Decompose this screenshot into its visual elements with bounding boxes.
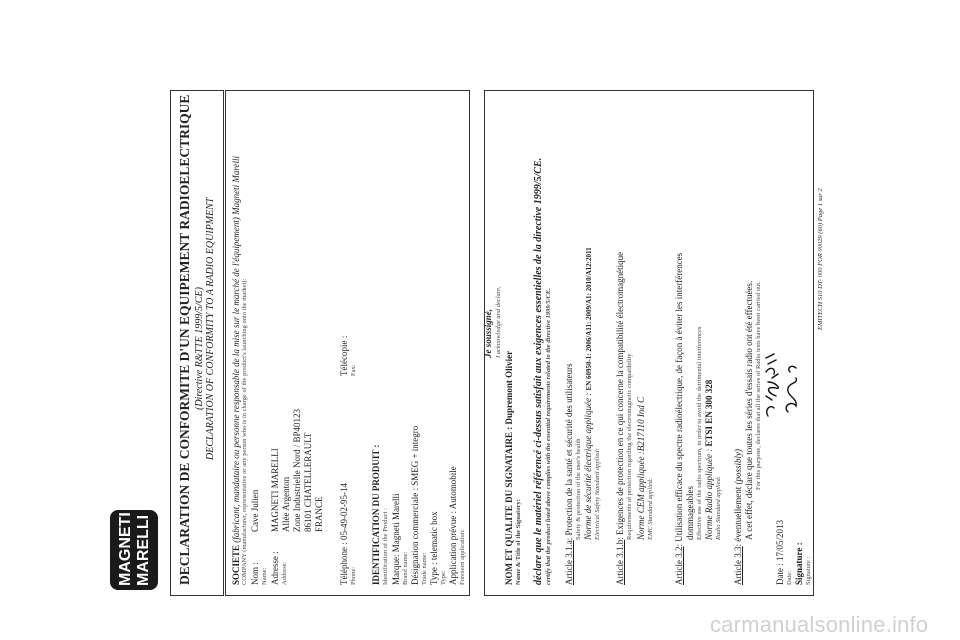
declare-statement-en: certify that the product listed above complies with the essential requirements related to the directive 1999/5/CE. xyxy=(545,288,552,585)
telephone: Téléphone : 05-49-02-95-14 xyxy=(339,483,349,585)
product-designation-en: Trade name: xyxy=(421,552,428,585)
article-3-1-b-norme-en: EMC Standard applied: xyxy=(647,477,654,540)
magneti-marelli-logo xyxy=(108,508,160,592)
article-3-1-a-norme-label: Norme de sécurité électrique appliquée : xyxy=(583,392,593,540)
article-3-3-possibly: (possibly) xyxy=(733,449,743,485)
article-3-2-norme-en: Radio Standard applied: xyxy=(715,475,722,540)
company-desc-en: COMPANY (manufacturer, representative or any person who is in charge of the product's launching onto the market): xyxy=(241,278,248,585)
adresse-line: MAGNETI MARELLI xyxy=(270,448,280,532)
watermark: carmanualsonline.info xyxy=(710,612,929,637)
product-designation: Désignation commerciale : SMEG + integro xyxy=(410,425,420,585)
article-3-2-text: : Utilisation efficace du spectre radioélectrique, de façon à éviter les interférences xyxy=(674,252,684,547)
je-soussigne: Je soussigné, xyxy=(483,308,493,358)
product-heading: IDENTIFICATION DU PRODUIT : xyxy=(371,444,381,585)
article-3-3-label: Article 3.3 xyxy=(733,546,743,585)
je-soussigne-en: I acknowledge and declare, xyxy=(495,286,502,358)
product-heading-en: Identification of the Product : xyxy=(382,508,389,585)
company-section xyxy=(232,156,241,585)
article-3-1-b-text: : Exigences de protection en ce qui concerne la compatibilité électromagnétique xyxy=(615,251,625,540)
article-3-2-norme-value: ETSI EN 300 328 xyxy=(704,379,714,447)
adresse-line: Zone Industrielle Nord / BP40123 xyxy=(292,409,302,532)
adresse-label: Adresse : xyxy=(270,551,280,585)
article-3-1-b-label: Article 3.1.b xyxy=(615,539,625,585)
article-3-1-a-norme-en: Electrical Safety Standard applied: xyxy=(594,448,601,540)
footer-ref: EMITECH S10 DT- 000 FOR 00029 (60) Page 1 sur 2 xyxy=(817,188,824,330)
article-3-1-b-en: Requirements of protection regarding the electromagnetic compatibility xyxy=(626,353,633,540)
article-3-3 xyxy=(734,449,743,585)
declare-statement: déclare que le matériel référencé ci-dessus satisfait aux exigences essentielles de la directive 1999/5/CE. xyxy=(533,157,544,585)
article-3-2-norme-label: Norme Radio appliquée : xyxy=(704,448,714,540)
document-title: DECLARATION DE CONFORMITE D'UN EQUIPEMENT RADIOELECTRIQUE xyxy=(177,94,192,585)
document-subtitle-en: DECLARATION OF CONFORMITY TO A RADIO EQUIPMENT xyxy=(205,197,216,460)
product-application-en: Foreseen application: xyxy=(459,529,466,585)
article-3-1-a xyxy=(565,363,574,585)
logo-text-line1: MAGNETI xyxy=(117,512,134,586)
product-type: Type : telematic box xyxy=(429,511,439,585)
company-heading: SOCIETE xyxy=(231,544,241,585)
nom-value: Cave Julien xyxy=(250,489,260,532)
effet-statement-en: For this purpose, declares that all the series of Radio tests have been carried out. xyxy=(755,281,762,490)
product-type-en: Type: xyxy=(440,570,447,585)
document-subtitle: (Directive R&TTE 1999/5/CE) xyxy=(194,287,205,410)
nom-qualite-en: Name & Title of the Signatory: xyxy=(515,499,522,585)
signature-scribble xyxy=(762,352,806,420)
article-3-2-label: Article 3.2 xyxy=(674,546,684,585)
adresse-line: 86101 CHATELLERAULT xyxy=(303,432,313,532)
article-3-2-norme xyxy=(705,380,714,540)
article-3-1-b-norme: Norme CEM appliquée :B217110 Ind C xyxy=(636,396,646,540)
article-3-1-a-text: : Protection de la santé et sécurité des utilisateurs xyxy=(564,363,574,541)
article-3-1-a-norme-value: EN 60950-1: 2006/A11: 2009/A1: 2010/A12:2011 xyxy=(585,247,593,391)
nom-label: Nom : xyxy=(250,562,260,585)
telephone-en: Phone: xyxy=(350,566,357,585)
article-3-1-b xyxy=(616,252,625,585)
effet-statement: A cet effet, déclare que toutes les séries d'essais radio ont été effectuées. xyxy=(744,280,754,540)
adresse-line: FRANCE xyxy=(314,496,324,532)
article-3-1-a-norme xyxy=(584,247,593,540)
company-desc: (fabricant, mandataire ou personne responsable de la mise sur le marché de l'équipement) Magneti Marelli xyxy=(231,155,241,543)
signature-label: Signature : xyxy=(794,542,804,585)
product-marque-en: Brand name: xyxy=(402,551,409,585)
adresse-line: Allée Argenton xyxy=(281,476,291,532)
date-field-en: Date: xyxy=(786,570,793,585)
handwritten-signature xyxy=(762,352,806,420)
signature-label-en: Signature : xyxy=(805,556,812,585)
article-3-2-en: Effective use of the radio spectrum, in order to avoid the detrimental interferences xyxy=(696,326,703,540)
adresse-label-en: Address: xyxy=(281,561,288,585)
logo-text-line2: MARELLI xyxy=(135,514,152,586)
article-3-2 xyxy=(675,253,684,585)
date-field: Date : 17/05/2013 xyxy=(775,520,785,585)
logo-graphic xyxy=(108,508,160,592)
article-3-2-text2: dommageables xyxy=(685,486,695,540)
telecopie: Télécopie : xyxy=(339,335,349,376)
product-marque: Marque: Magneti Marelli xyxy=(391,493,401,585)
nom-qualite: NOM ET QUALITE DU SIGNATAIRE : Dupremont Olivier xyxy=(504,350,514,585)
article-3-1-a-en: Safety & protection of the user's health xyxy=(575,438,582,540)
telecopie-en: Fax: xyxy=(350,364,357,376)
product-application: Application prévue : Automobile xyxy=(448,466,458,585)
article-3-1-a-label: Article 3.1.a xyxy=(564,540,574,585)
nom-label-en: Name: xyxy=(261,567,268,585)
article-3-3-text: : éventuellement xyxy=(733,486,743,547)
